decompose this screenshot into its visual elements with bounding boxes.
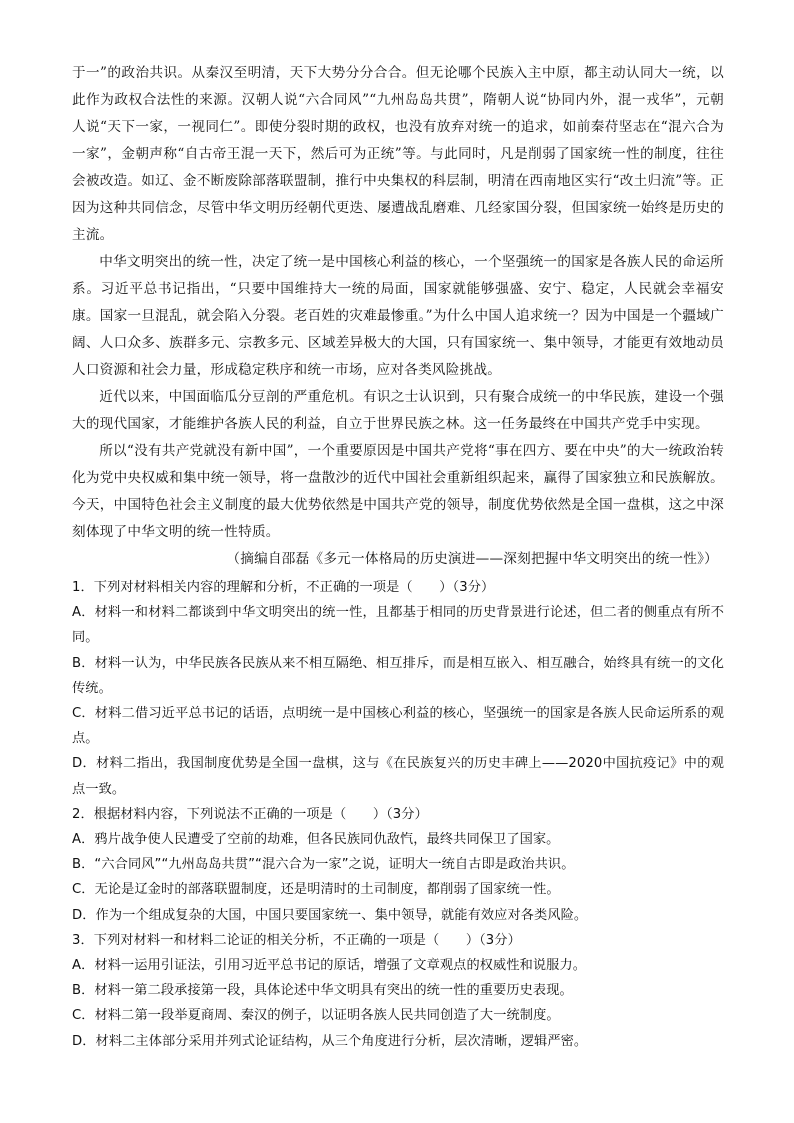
question-2-option-d: D．作为一个组成复杂的大国，中国只要国家统一、集中领导，就能有效应对各类风险。 [72,907,588,923]
passage-paragraph-4: 所以“没有共产党就没有新中国”，一个重要原因是中国共产党将“事在四方、要在中央”的大一统政治转化为党中央权威和集中统一领导，将一盘散沙的近代中国社会重新组织起来，赢得了国家独立和民族解放。今天，中国特色社会主义制度的最大优势依然是中国共产党的领导，制度优势依然是全国一盘棋，这之中深刻体现了中华文明的统一性特质。 [72,443,724,540]
passage-paragraph-1: 于一”的政治共识。从秦汉至明清，天下大势分分合合。但无论哪个民族入主中原，都主动认同大一统，以此作为政权合法性的来源。汉朝人说“六合同风”“九州岛岛共贯”，隋朝人说“协同内外，混一戎华”，元朝人说“天下一家，一视同仁”。即使分裂时期的政权，也没有放弃对统一的追求，如前秦苻坚志在“混六合为一家”，金朝声称“自古帝王混一天下，然后可为正统”等。与此同时，凡是削弱了国家统一性的制度，往往会被改造。如辽、金不断废除部落联盟制，推行中央集权的科层制，明清在西南地区实行“改土归流”等。正因为这种共同信念，尽管中华文明历经朝代更迭、屡遭战乱磨难、几经家国分裂，但国家统一始终是历史的主流。 [72,65,724,243]
question-1 [72,575,724,802]
passage-paragraph-2: 中华文明突出的统一性，决定了统一是中国核心利益的核心，一个坚强统一的国家是各族人民的命运所系。习近平总书记指出，“只要中国维持大一统的局面，国家就能够强盛、安宁、稳定，人民就会幸福安康。国家一旦混乱，就会陷入分裂。老百姓的灾难最惨重。”为什么中国人追求统一？因为中国是一个疆域广阔、人口众多、族群多元、宗教多元、区域差异极大的大国，只有国家统一、集中领导，才能更有效地动员人口资源和社会力量，形成稳定秩序和统一市场，应对各类风险挑战。 [72,254,724,378]
passage-source: （摘编自邵磊《多元一体格局的历史演进——深刻把握中华文明突出的统一性》） [226,551,718,567]
question-1-option-b: B．材料一认为，中华民族各民族从来不相互隔绝、相互排斥，而是相互嵌入、相互融合，始终具有统一的文化传统。 [72,655,724,696]
question-2-option-c: C．无论是辽金时的部落联盟制度，还是明清时的土司制度，都削弱了国家统一性。 [72,882,560,898]
question-1-option-d: D．材料二指出，我国制度优势是全国一盘棋，这与《在民族复兴的历史丰碑上——2020中国抗疫记》中的观点一致。 [72,756,724,797]
reading-passage [72,60,724,573]
question-1-stem: 1．下列对材料相关内容的理解和分析，不正确的一项是（ ）（3分） [72,580,495,595]
question-3-option-b: B．材料一第二段承接第一段，具体论述中华文明具有突出的统一性的重要历史表现。 [72,983,573,999]
question-1-option-c: C．材料二借习近平总书记的话语，点明统一是中国核心利益的核心，坚强统一的国家是各族人民命运所系的观点。 [72,706,724,747]
question-3-option-d: D．材料二主体部分采用并列式论证结构，从三个角度进行分析，层次清晰，逻辑严密。 [72,1033,588,1049]
question-3-stem: 3．下列对材料一和材料二论证的相关分析，不正确的一项是（ ）（3分） [72,932,521,948]
question-1-option-a: A．材料一和材料二都谈到中华文明突出的统一性，且都基于相同的历史背景进行论述，但二者的侧重点有所不同。 [72,605,724,646]
passage-paragraph-3: 近代以来，中国面临瓜分豆剖的严重危机。有识之士认识到，只有聚合成统一的中华民族，建设一个强大的现代国家，才能维护各族人民的利益，自立于世界民族之林。这一任务最终在中国共产党手中实现。 [72,389,724,432]
question-3-option-a: A．材料一运用引证法，引用习近平总书记的原话，增强了文章观点的权威性和说服力。 [72,958,587,974]
question-3-option-c: C．材料二第一段举夏商周、秦汉的例子，以证明各族人民共同创造了大一统制度。 [72,1008,560,1024]
exam-page [72,60,724,1054]
question-2-option-a: A．鸦片战争使人民遭受了空前的劫难，但各民族同仇敌忾，最终共同保卫了国家。 [72,832,560,848]
question-2-stem: 2．根据材料内容，下列说法不正确的一项是（ ）（3分） [72,806,428,822]
question-2 [72,802,724,928]
question-3 [72,928,724,1054]
question-2-option-b: B．“六合同风”“九州岛岛共贯”“混六合为一家”之说，证明大一统自古即是政治共识。 [72,857,575,873]
